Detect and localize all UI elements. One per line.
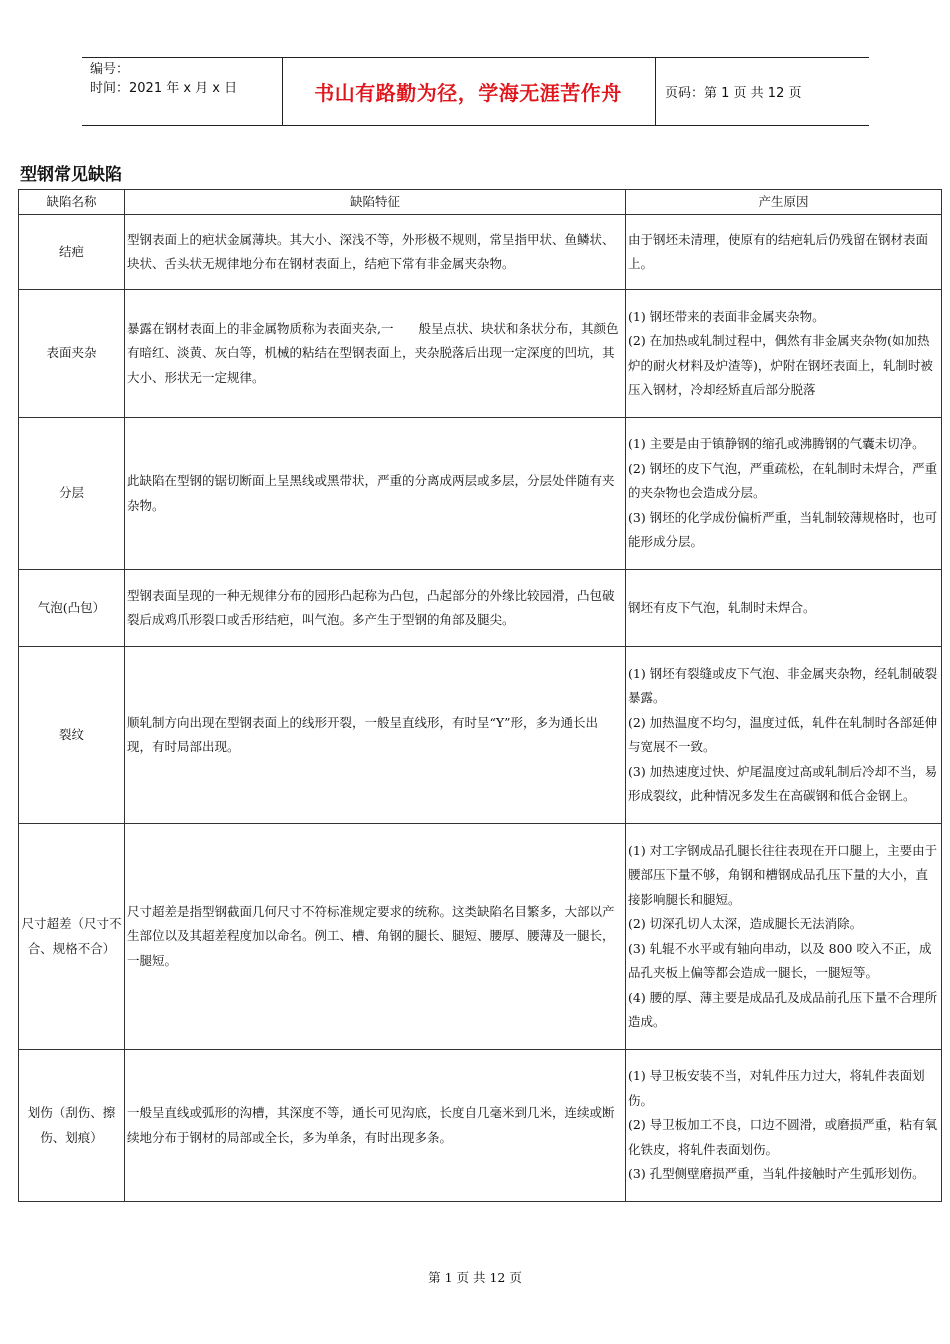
header-bottom-rule <box>82 125 869 126</box>
cause-item: (2) 在加热或轧制过程中，偶然有非金属夹杂物(如加热炉的耐火材料及炉渣等)，炉附在钢坯表面上，轧制时被压入钢材，冷却经矫直后部分脱落 <box>628 333 933 397</box>
table-row <box>19 418 942 570</box>
cause-item: (2) 加热温度不均匀，温度过低，轧件在轧制时各部延伸与宽展不一致。 <box>628 714 938 754</box>
defect-feature-cell: 尺寸超差是指型钢截面几何尺寸不符标准规定要求的统称。这类缺陷名目繁多，大部以产生部位以及其超差程度加以命名。例工、槽、角钢的腿长、腿短、腰厚、腰薄及一腿长，一腿短。 <box>125 824 626 1050</box>
cause-item: (1) 主要是由于镇静钢的缩孔或沸腾钢的气囊未切净。 <box>628 436 925 452</box>
defect-cause-cell <box>626 418 942 570</box>
defect-name-cell: 结疤 <box>19 215 125 290</box>
defect-cause-cell <box>626 647 942 824</box>
cause-item: (2) 切深孔切人太深，造成腿长无法消除。 <box>628 916 863 931</box>
defect-name-cell: 分层 <box>19 418 125 570</box>
cause-item: (1) 导卫板安装不当，对轧件压力过大，将轧件表面划伤。 <box>628 1068 925 1108</box>
cause-item: (1) 对工字钢成品孔腿长往往表现在开口腿上，主要由于腰部压下量不够，角钢和槽钢成品孔压下量的大小，直接影响腿长和腿短。 <box>628 842 938 907</box>
defect-name-cell: 表面夹杂 <box>19 290 125 418</box>
table-row <box>19 570 942 647</box>
defect-cause-cell <box>626 1050 942 1202</box>
header-motto: 书山有路勤为径，学海无涯苦作舟 <box>314 80 622 105</box>
table-row <box>19 824 942 1050</box>
header-divider-right <box>655 57 656 125</box>
cause-item: (3) 孔型侧壁磨损严重，当轧件接触时产生弧形划伤。 <box>628 1166 925 1182</box>
header-cell-defect-feature: 缺陷特征 <box>125 190 626 215</box>
defect-cause-cell <box>626 824 942 1050</box>
table-row <box>19 290 942 418</box>
defect-name-cell: 划伤（刮伤、擦伤、划痕） <box>19 1050 125 1202</box>
cause-item: (2) 导卫板加工不良，口边不圆滑，或磨损严重，粘有氧化铁皮，将轧件表面划伤。 <box>628 1117 938 1157</box>
document-title: 型钢常见缺陷 <box>20 165 122 185</box>
defect-feature-cell: 顺轧制方向出现在型钢表面上的线形开裂，一般呈直线形，有时呈“Y”形，多为通长出现，有时局部出现。 <box>125 647 626 824</box>
header-cell-defect-cause: 产生原因 <box>626 190 942 215</box>
cause-item: 钢坯有皮下气泡，轧制时未焊合。 <box>628 599 816 615</box>
defect-cause-cell <box>626 290 942 418</box>
defects-table <box>18 189 942 1202</box>
header-meta <box>90 60 237 98</box>
cause-item: (2) 钢坯的皮下气泡，严重疏松，在轧制时未焊合，严重的夹杂物也会造成分层。 <box>628 460 938 501</box>
defect-feature-cell: 此缺陷在型钢的锯切断面上呈黑线或黑带状，严重的分离成两层或多层，分层处伴随有夹杂物。 <box>125 418 626 570</box>
table-row <box>19 647 942 824</box>
cause-item: (3) 加热速度过快、炉尾温度过高或轧制后冷却不当，易形成裂纹，此种情况多发生在高碳钢和低合金钢上。 <box>628 763 938 803</box>
defect-feature-cell: 暴露在钢材表面上的非金属物质称为表面夹杂,一 般呈点状、块状和条状分布，其颜色有暗红、淡黄、灰白等，机械的粘结在型钢表面上，夹杂脱落后出现一定深度的凹坑，其大小、形状无一定规律。 <box>125 290 626 418</box>
table-row <box>19 215 942 290</box>
defect-cause-cell <box>626 570 942 647</box>
defect-name-cell: 尺寸超差（尺寸不合、规格不合） <box>19 824 125 1050</box>
defect-feature-cell: 型钢表面呈现的一种无规律分布的园形凸起称为凸包，凸起部分的外缘比较园滑，凸包破裂后成鸡爪形裂口或舌形结疤，叫气泡。多产生于型钢的角部及腿尖。 <box>125 570 626 647</box>
defect-feature-cell: 一般呈直线或弧形的沟槽，其深度不等，通长可见沟底，长度自几毫米到几米，连续或断续地分布于钢材的局部或全长，多为单条，有时出现多条。 <box>125 1050 626 1202</box>
defect-name-cell: 裂纹 <box>19 647 125 824</box>
date-label: 时间：2021 年 x 月 x 日 <box>90 81 238 96</box>
cause-item: (4) 腰的厚、薄主要是成品孔及成品前孔压下量不合理所造成。 <box>628 989 938 1029</box>
cause-item: (3) 轧辊不水平或有轴向串动，以及 800 咬入不正，成品孔夹板上偏等都会造成一腿长，一腿短等。 <box>628 940 932 980</box>
header-cell-defect-name: 缺陷名称 <box>19 190 125 215</box>
header-page-info: 页码：第 1 页 共 12 页 <box>665 86 802 101</box>
cause-item: (3) 钢坯的化学成份偏析严重，当轧制较薄规格时，也可能形成分层。 <box>628 509 938 550</box>
defect-name-cell: 气泡(凸包） <box>19 570 125 647</box>
serial-number-label: 编号： <box>90 62 130 77</box>
table-row <box>19 1050 942 1202</box>
cause-item: 由于钢坯未清理，使原有的结疤轧后仍残留在钢材表面上。 <box>628 231 929 271</box>
table-header-row <box>19 190 942 215</box>
cause-item: (1) 钢坯带来的表面非金属夹杂物。 <box>628 308 825 324</box>
page-footer: 第 1 页 共 12 页 <box>428 1270 522 1285</box>
cause-item: (1) 钢坯有裂缝或皮下气泡、非金属夹杂物，经轧制破裂暴露。 <box>628 665 938 705</box>
defect-feature-cell: 型钢表面上的疤状金属薄块。其大小、深浅不等，外形极不规则，常呈指甲状、鱼鳞状、块状、舌头状无规律地分布在钢材表面上，结疤下常有非金属夹杂物。 <box>125 215 626 290</box>
defect-cause-cell <box>626 215 942 290</box>
